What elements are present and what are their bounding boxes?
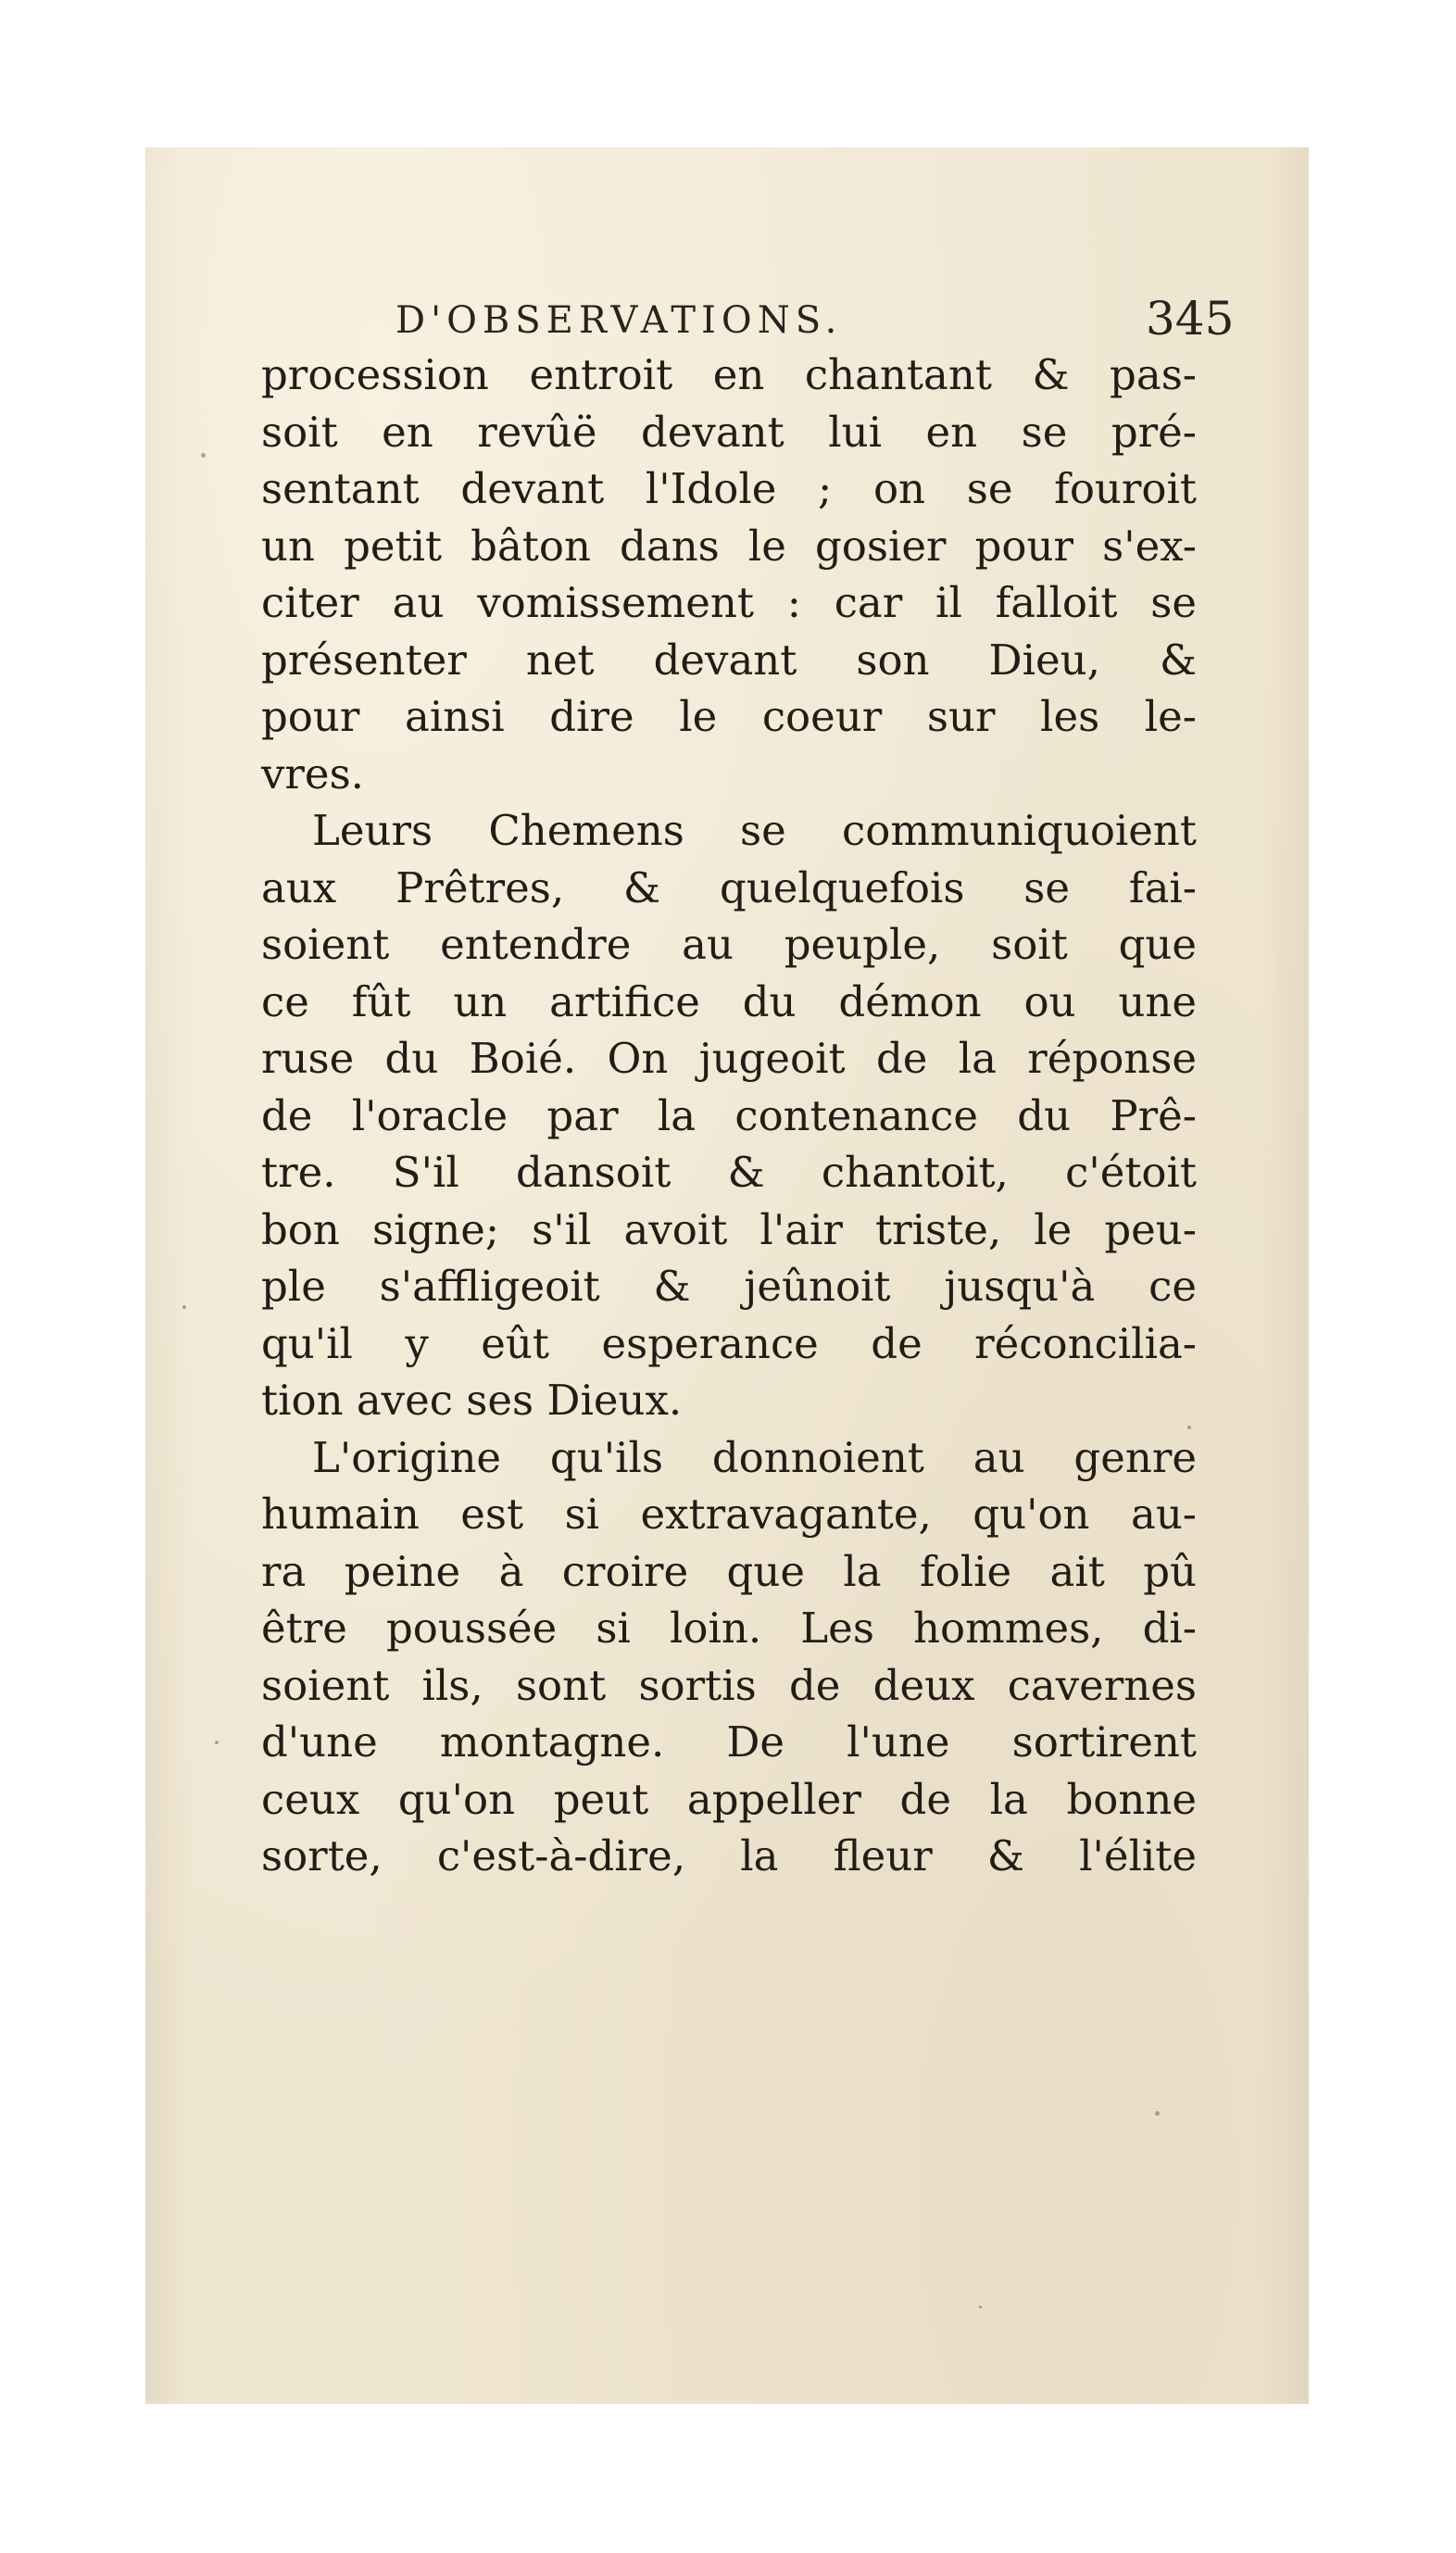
text-line: ruse du Boié. On jugeoit de la réponse: [261, 1034, 1197, 1083]
text-line: soit en revûë devant lui en se pré-: [261, 407, 1197, 457]
text-line: humain est si extravagante, qu'on au-: [261, 1490, 1197, 1539]
paper-speck: [182, 1305, 186, 1309]
text-line: ra peine à croire que la folie ait pû: [261, 1546, 1197, 1596]
text-line: pour ainsi dire le coeur sur les le-: [261, 692, 1197, 741]
text-line: L'origine qu'ils donnoient au genre: [312, 1432, 1197, 1482]
text-line: bon signe; s'il avoit l'air triste, le peu-: [261, 1204, 1197, 1254]
text-line: ce fût un artifice du démon ou une: [261, 976, 1197, 1026]
text-line: un petit bâton dans le gosier pour s'ex-: [261, 521, 1197, 571]
text-line: de l'oracle par la contenance du Prê-: [261, 1090, 1197, 1140]
text-line: aux Prêtres, & quelquefois se fai-: [261, 862, 1197, 912]
paper-speck: [979, 2306, 982, 2308]
text-line: procession entroit en chantant & pas-: [261, 350, 1197, 399]
book-page: [145, 147, 1309, 2404]
text-line: être poussée si loin. Les hommes, di-: [261, 1603, 1197, 1653]
text-line: soient entendre au peuple, soit que: [261, 920, 1197, 969]
paper-speck: [201, 453, 206, 458]
text-line: vres.: [261, 748, 364, 799]
text-line: sorte, c'est-à-dire, la fleur & l'élite: [261, 1831, 1197, 1880]
text-line: sentant devant l'Idole ; on se fouroit: [261, 464, 1197, 513]
text-line: ple s'affligeoit & jeûnoit jusqu'à ce: [261, 1262, 1197, 1311]
body-text: [261, 346, 1197, 1885]
paper-speck: [1155, 2111, 1160, 2116]
page-number: 345: [1146, 292, 1235, 346]
text-line: tion avec ses Dieux.: [261, 1376, 683, 1425]
paper-speck: [215, 1741, 219, 1744]
text-line: ceux qu'on peut appeller de la bonne: [261, 1774, 1197, 1824]
text-line: qu'il y eût esperance de réconcilia-: [261, 1318, 1197, 1368]
running-head: D'OBSERVATIONS.: [395, 299, 843, 342]
text-line: d'une montagne. De l'une sortirent: [261, 1717, 1197, 1767]
text-line: Leurs Chemens se communiquoient: [312, 806, 1197, 855]
text-line: citer au vomissement : car il falloit se: [261, 578, 1197, 627]
text-line: tre. S'il dansoit & chantoit, c'étoit: [261, 1148, 1197, 1197]
text-line: présenter net devant son Dieu, &: [261, 635, 1197, 685]
text-line: soient ils, sont sortis de deux cavernes: [261, 1660, 1197, 1710]
